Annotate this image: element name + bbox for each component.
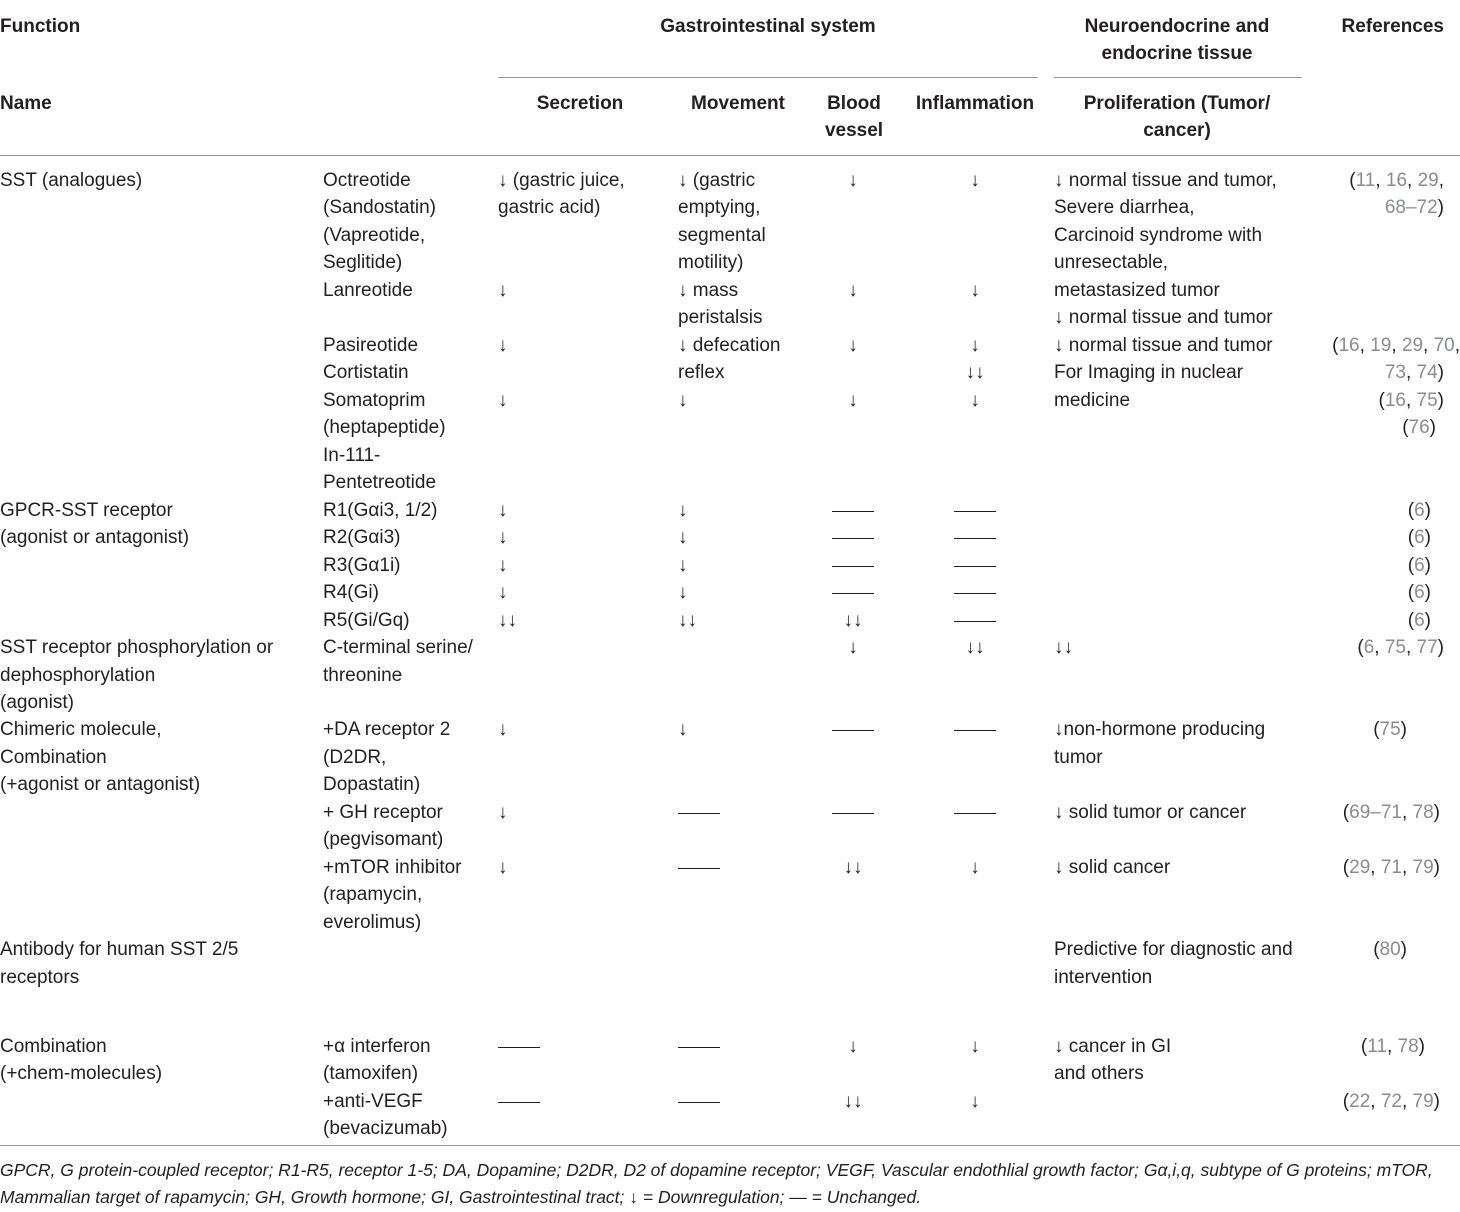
pasireotide-secretion: ↓ [498,335,508,356]
somatoprim-blood: ↓ [848,390,858,411]
antibody-proliferation: Predictive for diagnostic and [1054,939,1293,960]
receptor-r4: R4(Gi) [323,582,379,603]
header-neuro-line2: endocrine tissue [1101,43,1253,64]
vegf-blood: ↓↓ [843,1091,863,1112]
octreotide-proliferation: unresectable, [1054,252,1169,273]
r1-secretion: ↓ [498,500,508,521]
ref-mtor-inhibitor: (29, 71, 79) [1342,857,1440,878]
gh-movement-unchanged [678,813,720,814]
gi-span-rule [498,77,1038,78]
drug-da-receptor: +DA receptor 2 [323,719,451,740]
receptor-r3: R3(Gα1i) [323,555,401,576]
octreotide-movement: motility) [678,252,744,273]
octreotide-blood: ↓ [848,170,858,191]
group-gpcr-receptor: GPCR-SST receptor [0,500,173,521]
octreotide-movement: ↓ (gastric [678,170,756,191]
r4-blood-unchanged [832,593,874,594]
drug-somatoprim: (heptapeptide) [323,417,446,438]
ref-alpha-interferon: (11, 78) [1360,1036,1425,1057]
somatoprim-movement: ↓ [678,390,688,411]
r1-inflammation-unchanged [954,511,996,512]
somatoprim-inflammation: ↓ [970,390,980,411]
ref-r5: (6) [1407,610,1431,631]
r4-movement: ↓ [678,582,688,603]
drug-octreotide: Octreotide [323,170,411,191]
ifn-secretion-unchanged [498,1047,540,1048]
drug-gh-receptor: (pegvisomant) [323,829,444,850]
ref-pentetreotide: (76) [1402,417,1436,438]
cortistatin-inflammation: ↓↓ [965,362,985,383]
receptor-r5: R5(Gi/Gq) [323,610,410,631]
lanreotide-proliferation: ↓ normal tissue and tumor [1054,307,1273,328]
pasireotide-movement: ↓ defecation [678,335,781,356]
lanreotide-proliferation: metastasized tumor [1054,280,1220,301]
header-movement: Movement [691,93,785,114]
ref-somatoprim: (16, 75) [1378,390,1444,411]
group-antibody: receptors [0,967,80,988]
group-antibody: Antibody for human SST 2/5 [0,939,239,960]
ref-octreotide: 68–72) [1384,197,1444,218]
ref-pasireotide: 73, 74) [1384,362,1444,383]
r5-secretion: ↓↓ [498,610,517,631]
ref-r2: (6) [1407,527,1431,548]
drug-cortistatin: Cortistatin [323,362,409,383]
drug-octreotide: Seglitide) [323,252,403,273]
drug-gh-receptor: + GH receptor [323,802,443,823]
mtor-secretion: ↓ [498,857,508,878]
group-chimeric: (+agonist or antagonist) [0,774,201,795]
ref-gh-receptor: (69–71, 78) [1342,802,1440,823]
neuro-span-rule [1054,77,1302,78]
octreotide-proliferation: Severe diarrhea, [1054,197,1195,218]
drug-anti-vegf: (bevacizumab) [323,1118,448,1139]
drug-somatoprim: In-111- [323,445,381,466]
table-bottom-rule [0,1145,1460,1146]
octreotide-inflammation: ↓ [970,170,980,191]
drug-pasireotide: Pasireotide [323,335,419,356]
ifn-proliferation: ↓ cancer in GI [1054,1036,1172,1057]
header-gi-system: Gastrointestinal system [660,16,876,37]
drug-da-receptor: (D2DR, [323,747,387,768]
octreotide-movement: emptying, [678,197,761,218]
drug-mtor-inhibitor: +mTOR inhibitor [323,857,462,878]
gh-secretion: ↓ [498,802,508,823]
cterm-blood: ↓ [848,637,858,658]
drug-alpha-interferon: (tamoxifen) [323,1063,419,1084]
octreotide-proliferation: ↓ normal tissue and tumor, [1054,170,1277,191]
vegf-inflammation: ↓ [970,1091,980,1112]
pasireotide-blood: ↓ [848,335,858,356]
group-phosphorylation: (agonist) [0,692,74,713]
drug-mtor-inhibitor: (rapamycin, [323,884,423,905]
ifn-proliferation: and others [1054,1063,1144,1084]
gh-inflammation-unchanged [954,813,996,814]
da-secretion: ↓ [498,719,508,740]
r3-blood-unchanged [832,566,874,567]
r5-movement: ↓↓ [678,610,697,631]
da-proliferation: ↓non-hormone producing [1054,719,1266,740]
r2-secretion: ↓ [498,527,508,548]
pasireotide-movement: reflex [678,362,725,383]
r5-blood: ↓↓ [843,610,863,631]
somatoprim-secretion: ↓ [498,390,508,411]
header-name: Name [0,93,52,114]
r3-movement: ↓ [678,555,688,576]
drug-alpha-interferon: +α interferon [323,1036,431,1057]
r2-blood-unchanged [832,538,874,539]
drug-lanreotide: Lanreotide [323,280,413,301]
drug-octreotide: (Sandostatin) [323,197,437,218]
header-function: Function [0,16,81,37]
group-chimeric: Combination [0,747,107,768]
ref-anti-vegf: (22, 72, 79) [1342,1091,1440,1112]
octreotide-movement: segmental [678,225,766,246]
receptor-r2: R2(Gαi3) [323,527,401,548]
mtor-movement-unchanged [678,868,720,869]
group-combination-chem: Combination [0,1036,107,1057]
lanreotide-movement: peristalsis [678,307,763,328]
drug-mtor-inhibitor: everolimus) [323,912,422,933]
group-gpcr-receptor: (agonist or antagonist) [0,527,190,548]
drug-somatoprim: Pentetreotide [323,472,437,493]
cterm-inflammation: ↓↓ [965,637,985,658]
ifn-inflammation: ↓ [970,1036,980,1057]
octreotide-secretion: ↓ (gastric juice, [498,170,625,191]
header-prolif-line2: cancer) [1143,120,1211,141]
lanreotide-secretion: ↓ [498,280,508,301]
r1-blood-unchanged [832,511,874,512]
pasireotide-inflammation: ↓ [970,335,980,356]
drug-da-receptor: Dopastatin) [323,774,421,795]
footnote-line2: Mammalian target of rapamycin; GH, Growth hormone; GI, Gastrointestinal tract; ↓ = Downregulation; — = Unchanged. [0,1187,922,1207]
octreotide-secretion: gastric acid) [498,197,601,218]
drug-c-terminal: C-terminal serine/ [323,637,473,658]
lanreotide-blood: ↓ [848,280,858,301]
r2-inflammation-unchanged [954,538,996,539]
header-references: References [1341,16,1444,37]
lanreotide-inflammation: ↓ [970,280,980,301]
r1-movement: ↓ [678,500,688,521]
vegf-secretion-unchanged [498,1102,540,1103]
cortistatin-proliferation: medicine [1054,390,1131,411]
da-inflammation-unchanged [954,730,996,731]
pasireotide-proliferation: ↓ normal tissue and tumor [1054,335,1273,356]
ifn-movement-unchanged [678,1047,720,1048]
r5-inflammation-unchanged [954,621,996,622]
ref-pasireotide: (16, 19, 29, 70, [1332,335,1460,356]
ref-r3: (6) [1407,555,1431,576]
group-combination-chem: (+chem-molecules) [0,1063,163,1084]
gh-proliferation: ↓ solid tumor or cancer [1054,802,1247,823]
r2-movement: ↓ [678,527,688,548]
octreotide-proliferation: Carcinoid syndrome with [1054,225,1263,246]
r4-secretion: ↓ [498,582,508,603]
group-phosphorylation: SST receptor phosphorylation or [0,637,274,658]
lanreotide-movement: ↓ mass [678,280,739,301]
da-proliferation: tumor [1054,747,1103,768]
cterm-proliferation: ↓↓ [1054,637,1073,658]
ref-c-terminal: (6, 75, 77) [1357,637,1444,658]
header-inflammation: Inflammation [915,93,1035,114]
footnote-line1: GPCR, G protein-coupled receptor; R1-R5, receptor 1-5; DA, Dopamine; D2DR, D2 of dopamine receptor; VEGF, Vascular endothlial growth factor; Gα,i,q, subtype of G proteins; mTOR, [0,1160,1433,1180]
vegf-movement-unchanged [678,1102,720,1103]
ref-r4: (6) [1407,582,1431,603]
r3-secretion: ↓ [498,555,508,576]
drug-c-terminal: threonine [323,665,403,686]
header-prolif-line1: Proliferation (Tumor/ [1083,93,1271,114]
da-movement: ↓ [678,719,688,740]
drug-octreotide: (Vapreotide, [323,225,426,246]
header-blood-line2: vessel [824,120,884,141]
drug-anti-vegf: +anti-VEGF [323,1091,423,1112]
mtor-blood: ↓↓ [843,857,863,878]
header-blood-line1: Blood [827,93,881,114]
receptor-r1: R1(Gαi3, 1/2) [323,500,438,521]
group-phosphorylation: dephosphorylation [0,665,156,686]
ref-da-receptor: (75) [1373,719,1407,740]
ref-antibody: (80) [1373,939,1407,960]
r4-inflammation-unchanged [954,593,996,594]
cortistatin-proliferation: For Imaging in nuclear [1054,362,1244,383]
ref-octreotide: (11, 16, 29, [1349,170,1444,191]
header-secretion: Secretion [536,93,624,114]
group-chimeric: Chimeric molecule, [0,719,162,740]
header-neuro-line1: Neuroendocrine and [1084,16,1270,37]
da-blood-unchanged [832,730,874,731]
mtor-proliferation: ↓ solid cancer [1054,857,1171,878]
group-sst-analogues: SST (analogues) [0,170,143,191]
mtor-inflammation: ↓ [970,857,980,878]
drug-somatoprim: Somatoprim [323,390,426,411]
ifn-blood: ↓ [848,1036,858,1057]
gh-blood-unchanged [832,813,874,814]
r3-inflammation-unchanged [954,566,996,567]
antibody-proliferation: intervention [1054,967,1153,988]
header-bottom-rule [0,155,1460,156]
ref-r1: (6) [1407,500,1431,521]
